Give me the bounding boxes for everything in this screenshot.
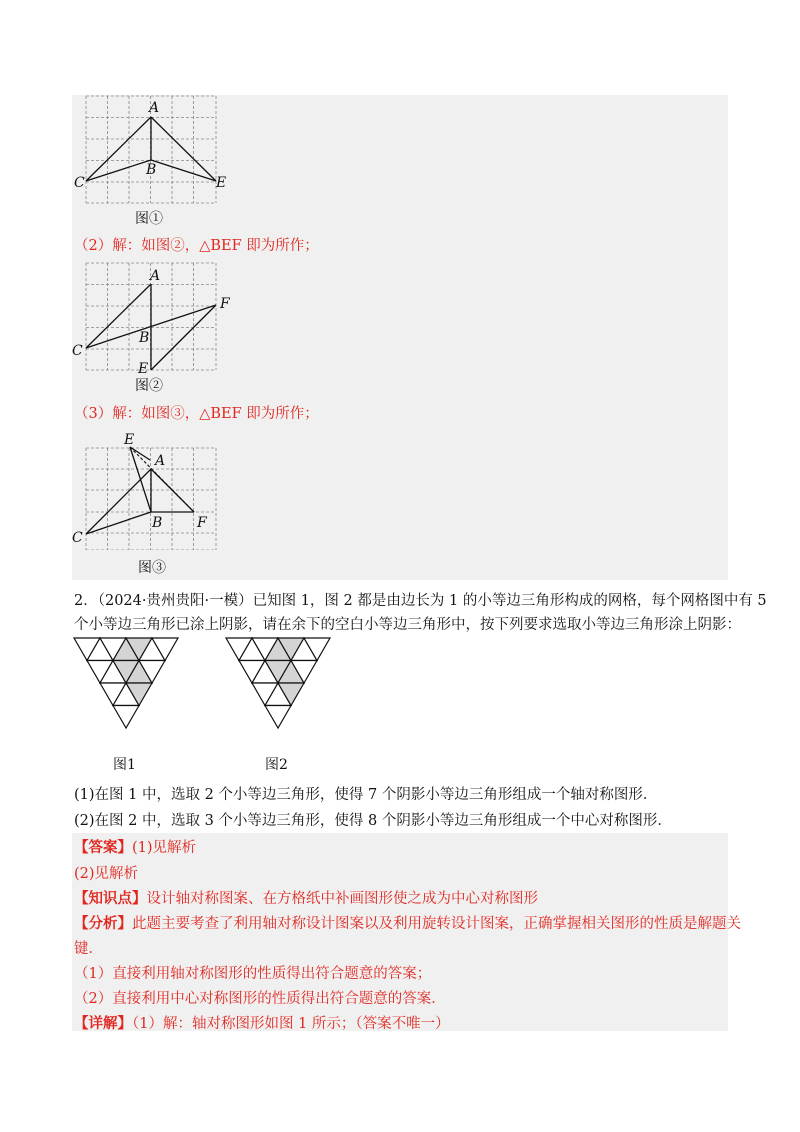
label-B: B bbox=[139, 330, 150, 346]
problem2-line1: 2．（2024·贵州贵阳·一模）已知图 1，图 2 都是由边长为 1 的小等边三角形构成的网格，每个网格图中有 5 bbox=[74, 593, 767, 609]
analysis-line-2: 键． bbox=[74, 941, 103, 957]
triangle-grid-1 bbox=[72, 636, 180, 748]
detail-line bbox=[74, 1014, 450, 1034]
analysis-tag: 【分析】 bbox=[74, 915, 132, 932]
label-F: F bbox=[220, 296, 230, 312]
label-E: E bbox=[124, 432, 135, 448]
detail-text: （1）解：轴对称图形如图 1 所示；（答案不唯一） bbox=[132, 1016, 450, 1032]
label-A: A bbox=[149, 100, 160, 116]
small-triangle bbox=[113, 706, 139, 729]
label-E: E bbox=[138, 361, 149, 374]
answer-2: (2)见解析 bbox=[74, 866, 139, 882]
label-F: F bbox=[197, 515, 207, 531]
figure-2-caption: 图② bbox=[135, 378, 163, 394]
problem2-line2: 个小等边三角形已涂上阴影，请在余下的空白小等边三角形中，按下列要求选取小等边三角形涂上阴影： bbox=[74, 617, 741, 633]
question-1: (1)在图 1 中，选取 2 个小等边三角形，使得 7 个阴影小等边三角形组成一个轴对称图形． bbox=[74, 787, 658, 803]
tri-figure-1-caption: 图1 bbox=[113, 757, 136, 773]
knowledge-line bbox=[74, 889, 538, 909]
label-C: C bbox=[74, 175, 85, 191]
step-2: （2）直接利用中心对称图形的性质得出符合题意的答案． bbox=[74, 991, 446, 1007]
grid-figure-3 bbox=[72, 430, 242, 550]
label-E: E bbox=[216, 175, 227, 191]
analysis-line bbox=[74, 914, 741, 934]
step-1: （1）直接利用轴对称图形的性质得出符合题意的答案； bbox=[74, 966, 432, 982]
small-triangle bbox=[265, 706, 291, 729]
label-C: C bbox=[72, 530, 83, 546]
detail-tag: 【详解】 bbox=[74, 1015, 132, 1032]
label-B: B bbox=[152, 515, 163, 531]
grid-figure-2 bbox=[72, 262, 242, 374]
answer-tag: 【答案】 bbox=[74, 839, 132, 856]
part3-answer: （3）解：如图③，△BEF 即为所作； bbox=[74, 406, 319, 422]
triangle-grid-2 bbox=[224, 636, 332, 748]
figure-1-caption: 图① bbox=[135, 211, 163, 227]
label-A: A bbox=[150, 268, 161, 284]
answer-1: (1)见解析 bbox=[132, 840, 197, 856]
knowledge-tag: 【知识点】 bbox=[74, 890, 147, 907]
grid-figure-1 bbox=[72, 95, 232, 207]
figure-3-caption: 图③ bbox=[138, 560, 166, 576]
label-C: C bbox=[72, 343, 83, 359]
label-A: A bbox=[155, 453, 166, 469]
label-B: B bbox=[146, 162, 157, 178]
tri-figure-2-caption: 图2 bbox=[265, 757, 288, 773]
question-2: (2)在图 2 中，选取 3 个小等边三角形，使得 8 个阴影小等边三角形组成一个中心对称图形． bbox=[74, 813, 672, 829]
answer-line bbox=[74, 838, 196, 858]
analysis-text: 此题主要考查了利用轴对称设计图案以及利用旋转设计图案，正确掌握相关图形的性质是解题关 bbox=[132, 916, 741, 932]
part2-answer: （2）解：如图②，△BEF 即为所作； bbox=[74, 238, 319, 254]
knowledge-text: 设计轴对称图案、在方格纸中补画图形使之成为中心对称图形 bbox=[146, 891, 538, 907]
